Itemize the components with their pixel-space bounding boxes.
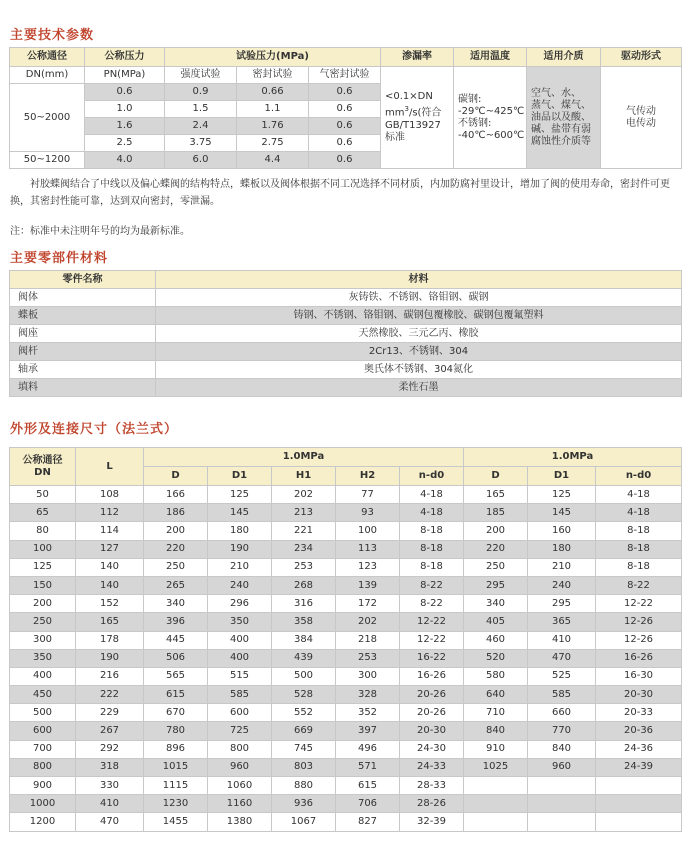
table-cell: 800	[208, 740, 272, 758]
table-cell: 470	[76, 813, 144, 831]
table-cell	[464, 777, 528, 795]
table-cell: 250	[464, 558, 528, 576]
pn-cell: 2.5	[85, 135, 165, 152]
table-cell: 166	[144, 486, 208, 504]
table-cell: 296	[208, 595, 272, 613]
table-cell: 16-26	[596, 649, 682, 667]
table-cell: 250	[10, 613, 76, 631]
table-cell: 8-22	[400, 576, 464, 594]
tech-params-table	[9, 47, 682, 169]
table-cell: 960	[528, 758, 596, 776]
part-material: 2Cr13、不锈钢、304	[156, 343, 682, 361]
table-cell: 28-33	[400, 777, 464, 795]
table-cell: 220	[144, 540, 208, 558]
part-name: 蝶板	[10, 307, 156, 325]
table-cell: 190	[208, 540, 272, 558]
table-cell: 552	[272, 704, 336, 722]
sub-pn: PN(MPa)	[85, 67, 165, 84]
table-row	[10, 558, 682, 576]
table-cell	[528, 813, 596, 831]
table-cell: 200	[144, 522, 208, 540]
header-nominal-dia: 公称通径	[10, 48, 85, 67]
table-cell: 496	[336, 740, 400, 758]
table-cell: 123	[336, 558, 400, 576]
table-cell: 565	[144, 667, 208, 685]
table-cell: 803	[272, 758, 336, 776]
table-cell: 20-33	[596, 704, 682, 722]
table-cell: 24-33	[400, 758, 464, 776]
table-cell: 1000	[10, 795, 76, 813]
table-cell: 218	[336, 631, 400, 649]
table-cell: 710	[464, 704, 528, 722]
table-cell: 396	[144, 613, 208, 631]
table-cell: 220	[464, 540, 528, 558]
air-seal-cell: 0.6	[309, 152, 381, 169]
table-cell: 20-30	[400, 722, 464, 740]
strength-cell: 0.9	[165, 84, 237, 101]
table-cell: 300	[336, 667, 400, 685]
table-cell: 125	[10, 558, 76, 576]
table-cell: 80	[10, 522, 76, 540]
table-cell: 180	[208, 522, 272, 540]
pn-cell: 1.6	[85, 118, 165, 135]
table-cell: 840	[464, 722, 528, 740]
air-seal-cell: 0.6	[309, 84, 381, 101]
header-medium: 适用介质	[527, 48, 601, 67]
seal-cell: 4.4	[237, 152, 309, 169]
table-cell: 77	[336, 486, 400, 504]
table-cell: 405	[464, 613, 528, 631]
table-cell: 410	[528, 631, 596, 649]
table-cell: 780	[144, 722, 208, 740]
table-cell: 700	[10, 740, 76, 758]
strength-cell: 2.4	[165, 118, 237, 135]
table-cell: 20-36	[596, 722, 682, 740]
table-cell: 200	[10, 595, 76, 613]
table-cell: 4-18	[596, 486, 682, 504]
pn-cell: 4.0	[85, 152, 165, 169]
table-cell: 125	[528, 486, 596, 504]
table-cell: 439	[272, 649, 336, 667]
table-cell: 24-30	[400, 740, 464, 758]
table-row	[10, 813, 682, 831]
table-cell: 725	[208, 722, 272, 740]
pn-cell: 1.0	[85, 101, 165, 118]
dimensions-table	[9, 447, 682, 832]
table-cell: 8-18	[400, 522, 464, 540]
part-name: 轴承	[10, 361, 156, 379]
table-cell: 1025	[464, 758, 528, 776]
part-name: 阀座	[10, 325, 156, 343]
table-cell: 745	[272, 740, 336, 758]
table-cell: 670	[144, 704, 208, 722]
header-pressure-2: 1.0MPa	[464, 448, 682, 467]
table-cell: 222	[76, 686, 144, 704]
table-cell: 265	[144, 576, 208, 594]
table-cell: 180	[528, 540, 596, 558]
table-cell: 358	[272, 613, 336, 631]
table-cell: 12-26	[596, 631, 682, 649]
table-cell	[596, 777, 682, 795]
parts-table	[9, 270, 682, 397]
header-D1-2: D1	[528, 467, 596, 486]
part-material: 奥氏体不锈钢、304氮化	[156, 361, 682, 379]
table-cell: 8-18	[596, 522, 682, 540]
strength-cell: 3.75	[165, 135, 237, 152]
table-cell: 165	[464, 486, 528, 504]
table-row	[10, 576, 682, 594]
table-cell: 185	[464, 504, 528, 522]
description-paragraph: 衬胶蝶阀结合了中线以及偏心蝶阀的结构特点，蝶板以及阀体根据不同工况选择不同材质，内加防腐衬里设计，增加了阀的使用寿命，密封件可更换，其密封性能可靠，达到双向密封，零泄漏。	[10, 179, 670, 207]
table-cell: 24-36	[596, 740, 682, 758]
table-cell: 8-18	[400, 558, 464, 576]
table-cell: 20-30	[596, 686, 682, 704]
table-cell: 350	[208, 613, 272, 631]
table-cell: 460	[464, 631, 528, 649]
table-cell: 125	[208, 486, 272, 504]
table-cell: 8-18	[596, 540, 682, 558]
medium-cell: 空气、水、 蒸气、煤气、 油品以及酸、 碱、盐带有弱 腐蚀性介质等	[527, 67, 601, 169]
header-nominal-pressure: 公称压力	[85, 48, 165, 67]
part-material: 灰铸铁、不锈钢、铬钼钢、碳钢	[156, 289, 682, 307]
table-cell: 525	[528, 667, 596, 685]
header-test-pressure: 试验压力(MPa)	[165, 48, 381, 67]
table-cell: 316	[272, 595, 336, 613]
part-name: 阀体	[10, 289, 156, 307]
sub-strength: 强度试验	[165, 67, 237, 84]
table-cell: 240	[208, 576, 272, 594]
table-row	[10, 613, 682, 631]
pn-cell: 0.6	[85, 84, 165, 101]
sub-dn: DN(mm)	[10, 67, 85, 84]
section-title-dims: 外形及连接尺寸（法兰式）	[10, 422, 179, 437]
table-cell: 328	[336, 686, 400, 704]
table-cell: 253	[272, 558, 336, 576]
table-cell: 12-22	[400, 613, 464, 631]
table-cell: 240	[528, 576, 596, 594]
table-row	[10, 795, 682, 813]
table-cell: 202	[336, 613, 400, 631]
table-cell: 340	[464, 595, 528, 613]
dn-range-1: 50~2000	[10, 84, 85, 152]
table-cell: 32-39	[400, 813, 464, 831]
table-cell: 268	[272, 576, 336, 594]
table-cell: 470	[528, 649, 596, 667]
table-row	[10, 686, 682, 704]
table-cell: 910	[464, 740, 528, 758]
table-cell: 600	[208, 704, 272, 722]
table-row	[10, 667, 682, 685]
leakage-cell: <0.1×DN $mm^3/s$(符合 GB/T13927 标准	[381, 67, 454, 169]
table-cell: 706	[336, 795, 400, 813]
table-cell: 8-18	[596, 558, 682, 576]
table-cell: 330	[76, 777, 144, 795]
table-cell: 640	[464, 686, 528, 704]
table-cell: 178	[76, 631, 144, 649]
table-cell: 1230	[144, 795, 208, 813]
drive-cell: 气传动 电传动	[601, 67, 682, 169]
header-D-2: D	[464, 467, 528, 486]
header-nd0: n-d0	[400, 467, 464, 486]
header-D1: D1	[208, 467, 272, 486]
table-cell: 585	[208, 686, 272, 704]
table-cell: 12-22	[400, 631, 464, 649]
sub-seal: 密封试验	[237, 67, 309, 84]
table-cell: 108	[76, 486, 144, 504]
table-cell: 900	[10, 777, 76, 795]
table-row	[10, 486, 682, 504]
part-material: 铸钢、不锈钢、铬钼钢、碳钢包覆橡胶、碳钢包覆氟塑料	[156, 307, 682, 325]
table-cell: 202	[272, 486, 336, 504]
seal-cell: 1.76	[237, 118, 309, 135]
table-cell: 450	[10, 686, 76, 704]
table-cell: 1015	[144, 758, 208, 776]
part-material: 天然橡胶、三元乙丙、橡胶	[156, 325, 682, 343]
table-cell: 295	[528, 595, 596, 613]
table-cell: 139	[336, 576, 400, 594]
table-cell: 200	[464, 522, 528, 540]
header-material: 材料	[156, 271, 682, 289]
table-cell	[528, 795, 596, 813]
table-cell: 880	[272, 777, 336, 795]
table-cell: 340	[144, 595, 208, 613]
table-cell: 500	[10, 704, 76, 722]
header-drive: 驱动形式	[601, 48, 682, 67]
table-cell: 445	[144, 631, 208, 649]
table-cell: 827	[336, 813, 400, 831]
table-cell: 210	[528, 558, 596, 576]
table-cell: 365	[528, 613, 596, 631]
table-cell: 515	[208, 667, 272, 685]
sub-air-seal: 气密封试验	[309, 67, 381, 84]
table-cell: 410	[76, 795, 144, 813]
table-cell: 140	[76, 558, 144, 576]
section-title-tech: 主要技术参数	[10, 28, 95, 43]
part-name: 填料	[10, 379, 156, 397]
table-cell: 140	[76, 576, 144, 594]
table-cell: 840	[528, 740, 596, 758]
table-cell: 615	[144, 686, 208, 704]
note-text: 注：标准中未注明年号的均为最新标准。	[10, 226, 190, 237]
dimensions-body	[10, 486, 682, 832]
table-cell: 160	[528, 522, 596, 540]
table-cell: 585	[528, 686, 596, 704]
air-seal-cell: 0.6	[309, 135, 381, 152]
table-cell: 210	[208, 558, 272, 576]
table-cell: 520	[464, 649, 528, 667]
strength-cell: 1.5	[165, 101, 237, 118]
table-cell: 571	[336, 758, 400, 776]
table-row	[10, 522, 682, 540]
table-cell: 300	[10, 631, 76, 649]
table-row	[10, 777, 682, 795]
table-cell: 1067	[272, 813, 336, 831]
dn-range-2: 50~1200	[10, 152, 85, 169]
table-cell: 936	[272, 795, 336, 813]
header-pressure-1: 1.0MPa	[144, 448, 464, 467]
temp-cell: 碳钢: -29℃~425℃ 不锈钢: -40℃~600℃	[454, 67, 527, 169]
header-part-name: 零件名称	[10, 271, 156, 289]
table-cell: 8-22	[400, 595, 464, 613]
header-dn: 公称通径 DN	[10, 448, 76, 486]
table-cell: 152	[76, 595, 144, 613]
table-cell	[596, 813, 682, 831]
table-cell: 145	[528, 504, 596, 522]
table-cell: 4-18	[400, 486, 464, 504]
table-cell: 896	[144, 740, 208, 758]
table-row	[10, 504, 682, 522]
table-cell: 127	[76, 540, 144, 558]
table-cell: 506	[144, 649, 208, 667]
table-row	[10, 595, 682, 613]
part-name: 阀杆	[10, 343, 156, 361]
table-cell: 660	[528, 704, 596, 722]
table-cell: 600	[10, 722, 76, 740]
table-cell: 234	[272, 540, 336, 558]
table-cell: 615	[336, 777, 400, 795]
table-cell: 250	[144, 558, 208, 576]
table-row	[10, 704, 682, 722]
table-cell: 165	[76, 613, 144, 631]
table-cell: 528	[272, 686, 336, 704]
table-cell: 28-26	[400, 795, 464, 813]
table-cell: 20-26	[400, 704, 464, 722]
table-cell: 112	[76, 504, 144, 522]
table-cell: 669	[272, 722, 336, 740]
table-cell: 1455	[144, 813, 208, 831]
table-cell: 12-26	[596, 613, 682, 631]
table-cell: 960	[208, 758, 272, 776]
seal-cell: 1.1	[237, 101, 309, 118]
table-cell: 500	[272, 667, 336, 685]
table-cell: 12-22	[596, 595, 682, 613]
table-cell: 229	[76, 704, 144, 722]
table-cell: 50	[10, 486, 76, 504]
table-cell: 292	[76, 740, 144, 758]
table-row	[10, 758, 682, 776]
table-cell: 213	[272, 504, 336, 522]
table-cell: 8-22	[596, 576, 682, 594]
table-cell: 1160	[208, 795, 272, 813]
part-material: 柔性石墨	[156, 379, 682, 397]
seal-cell: 2.75	[237, 135, 309, 152]
strength-cell: 6.0	[165, 152, 237, 169]
table-cell: 4-18	[596, 504, 682, 522]
header-H1: H1	[272, 467, 336, 486]
table-cell: 384	[272, 631, 336, 649]
table-cell: 113	[336, 540, 400, 558]
table-cell: 318	[76, 758, 144, 776]
table-cell	[464, 813, 528, 831]
table-cell: 172	[336, 595, 400, 613]
table-cell: 397	[336, 722, 400, 740]
table-cell: 93	[336, 504, 400, 522]
table-cell: 16-26	[400, 667, 464, 685]
table-row	[10, 631, 682, 649]
table-cell: 65	[10, 504, 76, 522]
header-leakage: 渗漏率	[381, 48, 454, 67]
table-cell	[528, 777, 596, 795]
table-cell	[464, 795, 528, 813]
table-cell: 400	[208, 649, 272, 667]
table-cell: 580	[464, 667, 528, 685]
table-cell: 770	[528, 722, 596, 740]
table-row	[10, 649, 682, 667]
table-cell: 253	[336, 649, 400, 667]
table-cell: 800	[10, 758, 76, 776]
table-cell: 216	[76, 667, 144, 685]
table-cell: 350	[10, 649, 76, 667]
section-title-parts: 主要零部件材料	[10, 251, 109, 266]
table-cell	[596, 795, 682, 813]
table-cell: 1115	[144, 777, 208, 795]
table-cell: 20-26	[400, 686, 464, 704]
table-cell: 352	[336, 704, 400, 722]
table-row	[10, 540, 682, 558]
table-cell: 100	[336, 522, 400, 540]
table-cell: 150	[10, 576, 76, 594]
table-cell: 4-18	[400, 504, 464, 522]
table-row	[10, 740, 682, 758]
table-cell: 8-18	[400, 540, 464, 558]
seal-cell: 0.66	[237, 84, 309, 101]
table-cell: 16-22	[400, 649, 464, 667]
table-cell: 1200	[10, 813, 76, 831]
header-D: D	[144, 467, 208, 486]
table-cell: 295	[464, 576, 528, 594]
table-cell: 24-39	[596, 758, 682, 776]
table-row	[10, 722, 682, 740]
table-cell: 190	[76, 649, 144, 667]
header-H2: H2	[336, 467, 400, 486]
header-nd0-2: n-d0	[596, 467, 682, 486]
table-cell: 1380	[208, 813, 272, 831]
table-cell: 1060	[208, 777, 272, 795]
table-cell: 16-30	[596, 667, 682, 685]
air-seal-cell: 0.6	[309, 101, 381, 118]
header-L: L	[76, 448, 144, 486]
header-temp: 适用温度	[454, 48, 527, 67]
table-cell: 100	[10, 540, 76, 558]
air-seal-cell: 0.6	[309, 118, 381, 135]
table-cell: 186	[144, 504, 208, 522]
table-cell: 114	[76, 522, 144, 540]
table-cell: 145	[208, 504, 272, 522]
table-cell: 221	[272, 522, 336, 540]
table-cell: 267	[76, 722, 144, 740]
table-cell: 400	[10, 667, 76, 685]
table-cell: 400	[208, 631, 272, 649]
